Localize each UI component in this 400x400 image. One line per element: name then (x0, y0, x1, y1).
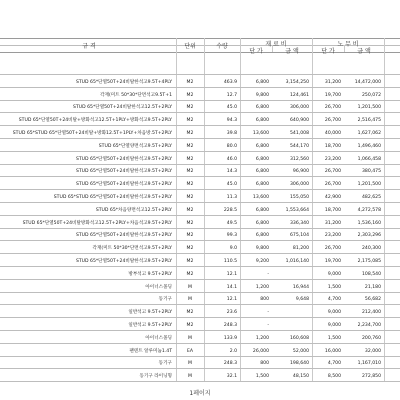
cell-material-amount: 1,553,664 (285, 207, 309, 213)
cell-spec: 아이너스몰딩 (145, 335, 172, 341)
cell-qty: 49.5 (226, 220, 237, 226)
cell-unit: M2 (186, 310, 194, 316)
cell-unit: M (188, 284, 192, 290)
cell-spec: STUD 65*단열50T+24비탈방화석고12.5T+2PLY+차음석고9.5T+2PLY (22, 220, 172, 226)
cell-labor-price: 42,900 (324, 195, 341, 200)
cell-unit: M (188, 361, 192, 367)
cell-labor-amount: 14,472,000 (354, 79, 381, 85)
cell-labor-amount: 1,201,500 (357, 105, 381, 111)
cell-labor-amount: 56,682 (364, 297, 381, 303)
cell-qty: 12.7 (226, 92, 237, 98)
cell-material-price: 6,800 (255, 79, 269, 85)
cell-qty: 9.0 (229, 246, 237, 252)
row-border (0, 138, 400, 139)
cell-unit: M2 (186, 156, 194, 162)
cell-unit: M2 (186, 233, 194, 239)
header-material: 재 료 비 (265, 41, 287, 48)
cell-spec: 일반석고 9.5T+2PLY (128, 310, 172, 316)
row-border (0, 87, 400, 88)
cell-qty: 94.3 (226, 118, 237, 124)
header-spec: 규 격 (82, 43, 96, 50)
cell-labor-price: 31,200 (324, 220, 341, 226)
row-border (0, 164, 400, 165)
cell-material-price: 6,800 (255, 143, 269, 149)
cell-unit: M2 (186, 92, 194, 98)
cell-material-amount: 336,340 (290, 220, 309, 226)
cell-material-price: 6,800 (255, 156, 269, 162)
cell-labor-amount: 1,536,160 (357, 220, 381, 226)
cell-labor-price: 26,700 (324, 118, 341, 124)
header-qty: 수량 (216, 43, 228, 50)
row-border (0, 317, 400, 318)
cell-labor-price: 31,200 (324, 79, 341, 85)
cell-material-amount: 640,900 (290, 118, 309, 124)
row-border (0, 343, 400, 344)
cell-spec: 각재(미트 50*30*단면석고9.5T+2PLY (92, 246, 172, 252)
cell-labor-price: 16,000 (324, 348, 341, 354)
row-border (0, 74, 400, 75)
row-border (0, 100, 400, 101)
cell-material-amount: 544,170 (290, 143, 309, 149)
cell-material-amount: 312,560 (290, 156, 309, 162)
row-border (0, 176, 400, 177)
row-border (0, 189, 400, 190)
cell-material-price: 6,800 (255, 118, 269, 124)
cell-labor-price: 23,200 (324, 233, 341, 239)
row-border (0, 228, 400, 229)
cell-material-amount: 1,016,140 (285, 259, 309, 264)
cell-labor-price: 19,700 (324, 92, 341, 98)
cell-labor-amount: 21,180 (364, 284, 381, 290)
cell-spec: STUD 65*단열50T+24비탈한석고9.5T+2PLY (75, 169, 172, 175)
page-number: 1페이지 (189, 390, 211, 397)
cell-labor-price: 18,700 (324, 143, 341, 149)
cell-qty: 14.3 (226, 169, 237, 175)
cell-labor-amount: 250,072 (362, 92, 381, 98)
cell-qty: 248.3 (223, 323, 237, 328)
cell-unit: EA (186, 348, 194, 354)
cell-unit: M2 (186, 182, 194, 188)
cell-spec: STUD 65*단열50T+24비탈한석고9.5T+4PLY (75, 79, 172, 85)
cell-qty: 12.1 (226, 271, 237, 277)
row-border (0, 266, 400, 267)
cell-material-amount: 16,944 (292, 284, 309, 290)
cell-unit: M2 (186, 323, 194, 328)
cell-material-price: 13,600 (252, 195, 269, 200)
cell-material-amount: 675,104 (290, 233, 309, 239)
cell-spec: STUD 65*STUD 65*단열50T+24비탈+방화12.5T+1PLY+차음방.5T+2PLY (12, 131, 172, 136)
header-labor: 노 무 비 (337, 41, 359, 48)
cell-labor-amount: 240,300 (362, 246, 381, 252)
cell-material-price: 6,800 (255, 207, 269, 213)
cell-material-amount: 81,200 (292, 246, 309, 252)
cell-qty: 80.0 (226, 143, 237, 149)
cell-qty: 39.8 (226, 131, 237, 136)
cell-labor-price: 9,000 (327, 310, 341, 316)
cell-material-price: 13,600 (252, 131, 269, 136)
header-unit: 단위 (184, 43, 196, 50)
cell-unit: M2 (186, 259, 194, 264)
cell-material-price: 1,500 (255, 374, 269, 380)
cell-labor-price: 40,000 (324, 131, 341, 136)
cell-material-price: - (267, 271, 269, 277)
cell-labor-amount: 1,201,500 (357, 182, 381, 188)
cell-spec: STUD 65*차음양면석고12.5T+2PLY (95, 207, 172, 213)
cell-material-amount: 48,150 (292, 374, 309, 380)
cell-unit: M2 (186, 131, 194, 136)
row-border (0, 292, 400, 293)
cell-material-amount: 306,000 (290, 182, 309, 188)
cell-material-price: 26,000 (252, 348, 269, 354)
cell-spec: 동기구 (158, 297, 172, 303)
cell-spec: STUD 65*단열양면석고9.5T+2PLY (98, 143, 172, 149)
cell-material-price: - (267, 310, 269, 316)
row-border (0, 112, 400, 113)
cell-material-amount: 3,154,250 (285, 79, 309, 85)
cell-spec: STUD 65*단열50T+24비탈한석고12.5T+2PLY (73, 105, 172, 111)
row-border (0, 279, 400, 280)
cell-spec: STUD 65*단열50T+24비탈한석고9.5T+2PLY (75, 156, 172, 162)
cell-labor-amount: 32,000 (364, 348, 381, 354)
cell-material-amount: 124,461 (290, 92, 309, 98)
cell-unit: M (188, 374, 192, 380)
cell-spec: STUD 65*STUD 65*단열50T+24비탈한석고9.5T+2PLY (53, 195, 172, 200)
cell-labor-amount: 200,760 (362, 335, 381, 341)
cell-material-price: 6,800 (255, 182, 269, 188)
cell-material-price: - (267, 323, 269, 328)
cell-labor-amount: 380,475 (362, 169, 381, 175)
cell-labor-amount: 1,496,460 (357, 143, 381, 149)
cell-spec: STUD 65*단열50T+24비탈한석고9.5T+2PLY (75, 259, 172, 264)
row-border (0, 368, 400, 369)
cell-material-price: 1,200 (255, 335, 269, 341)
cell-material-amount: 541,008 (290, 131, 309, 136)
cell-qty: 248.3 (223, 361, 237, 367)
row-border (0, 202, 400, 203)
cell-labor-amount: 272,850 (362, 374, 381, 380)
cell-qty: 45.0 (226, 105, 237, 111)
cell-qty: 12.1 (226, 297, 237, 303)
cell-unit: M2 (186, 220, 194, 226)
cell-material-price: 800 (260, 297, 269, 303)
cell-labor-amount: 1,066,458 (357, 156, 381, 162)
cell-labor-price: 23,200 (324, 156, 341, 162)
cell-spec: 동기구 (158, 361, 172, 367)
cell-labor-price: 1,500 (327, 284, 341, 290)
cell-labor-price: 26,700 (324, 169, 341, 175)
cell-material-amount: 198,640 (290, 361, 309, 367)
cell-labor-price: 26,700 (324, 246, 341, 252)
cell-spec: STUD 65*단열50T+24비탈한석고9.5T+2PLY (75, 233, 172, 239)
cell-unit: M2 (186, 79, 194, 85)
cell-labor-price: 18,700 (324, 207, 341, 213)
cell-material-price: 800 (260, 361, 269, 367)
cell-unit: M (188, 335, 192, 341)
cell-labor-price: 4,700 (327, 361, 341, 367)
cell-unit: M2 (186, 143, 194, 149)
cell-material-price: 6,800 (255, 105, 269, 111)
cell-spec: 동기구 라이닝형 (139, 374, 172, 380)
cell-material-price: 1,200 (255, 284, 269, 290)
cell-qty: 110.5 (223, 259, 237, 264)
cell-labor-amount: 2,234,700 (357, 323, 381, 328)
cell-labor-price: 9,000 (327, 323, 341, 328)
cell-labor-amount: 2,303,296 (357, 233, 381, 239)
cell-spec: 일반석고 9.5T+2PLY (128, 323, 172, 328)
cell-labor-price: 1,500 (327, 335, 341, 341)
cell-qty: 14.1 (226, 284, 237, 290)
cell-qty: 11.3 (226, 195, 237, 200)
cell-qty: 133.9 (223, 335, 237, 341)
cell-labor-amount: 4,272,578 (357, 207, 381, 213)
cell-material-amount: 160,608 (290, 335, 309, 341)
cell-material-price: 9,800 (255, 246, 269, 252)
cell-qty: 99.3 (226, 233, 237, 239)
row-border (0, 253, 400, 254)
row-border (0, 125, 400, 126)
header-material-unit-price: 단 가 (249, 48, 263, 55)
row-border (0, 240, 400, 241)
cell-unit: M (188, 297, 192, 303)
cell-unit: M2 (186, 246, 194, 252)
cell-labor-amount: 212,400 (362, 310, 381, 316)
header-material-amount: 금 액 (285, 48, 299, 55)
cell-labor-price: 4,700 (327, 297, 341, 303)
cell-material-price: 6,800 (255, 220, 269, 226)
cell-labor-amount: 2,516,475 (357, 118, 381, 124)
row-border (0, 304, 400, 305)
row-border (0, 381, 400, 382)
cell-labor-amount: 1,627,062 (357, 131, 381, 136)
header-labor-amount: 금 액 (357, 48, 371, 55)
cell-labor-price: 19,700 (324, 259, 341, 264)
cell-material-price: 6,800 (255, 169, 269, 175)
cell-unit: M2 (186, 271, 194, 277)
cell-qty: 2.0 (229, 348, 237, 354)
cell-spec: STUD 65*단열50T+24비탈+방화석고12.5T+1PLY+방화석고9.5T+2PLY (18, 118, 172, 124)
cell-labor-price: 9,000 (327, 271, 341, 277)
cell-labor-price: 8,500 (327, 374, 341, 380)
cell-material-price: 9,200 (255, 259, 269, 264)
cell-qty: 228.5 (223, 207, 237, 213)
cell-unit: M2 (186, 105, 194, 111)
cell-qty: 463.9 (223, 79, 237, 85)
cell-material-amount: 155,050 (290, 195, 309, 200)
row-border (0, 215, 400, 216)
cell-qty: 46.0 (226, 156, 237, 162)
cell-spec: 아이너스몰딩 (145, 284, 172, 290)
cell-spec: 방부석고 9.5T+2PLY (128, 271, 172, 277)
cell-labor-amount: 2,175,085 (357, 259, 381, 264)
cell-material-amount: 96,900 (292, 169, 309, 175)
cell-qty: 23.6 (226, 310, 237, 316)
row-border (0, 356, 400, 357)
row-border (0, 330, 400, 331)
cell-material-amount: 9,648 (295, 297, 309, 303)
cell-material-price: 6,800 (255, 233, 269, 239)
cell-unit: M2 (186, 207, 194, 213)
row-border (0, 151, 400, 152)
cell-labor-amount: 482,625 (362, 195, 381, 200)
cell-labor-price: 26,700 (324, 105, 341, 111)
cell-labor-amount: 1,167,010 (357, 361, 381, 367)
cell-material-amount: 52,000 (292, 348, 309, 354)
cell-spec: STUD 65*단열50T+24비탈한석고9.5T+2PLY (75, 182, 172, 188)
cell-labor-price: 26,700 (324, 182, 341, 188)
cell-qty: 32.1 (226, 374, 237, 380)
cell-material-amount: 306,000 (290, 105, 309, 111)
header-labor-unit-price: 단 가 (321, 48, 335, 55)
cell-spec: 팬덴트 알루미늄1.4T (129, 348, 172, 354)
cell-material-price: 9,800 (255, 92, 269, 98)
cell-unit: M2 (186, 169, 194, 175)
cell-qty: 45.0 (226, 182, 237, 188)
cell-unit: M2 (186, 195, 194, 200)
cell-spec: 각재(미트 50*30*단면석고9.5T+1 (100, 92, 172, 98)
cell-labor-amount: 108,540 (362, 271, 381, 277)
cell-unit: M2 (186, 118, 194, 124)
